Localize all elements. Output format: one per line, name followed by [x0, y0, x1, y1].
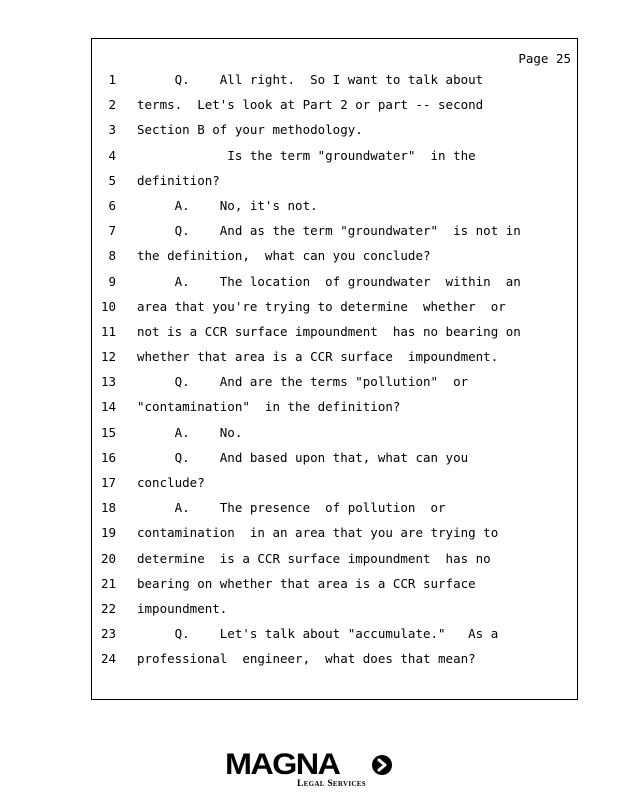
line-number: 9: [108, 273, 116, 289]
line-text: A. The presence of pollution or: [137, 500, 446, 516]
line-number: 10: [100, 298, 116, 314]
line-text: whether that area is a CCR surface impoundment.: [137, 349, 499, 365]
transcript-line: [92, 319, 577, 344]
line-text: Is the term "groundwater" in the: [137, 147, 476, 163]
line-text: not is a CCR surface impoundment has no bearing on: [137, 323, 521, 339]
magna-logo: [225, 748, 400, 794]
line-number: 21: [100, 575, 116, 591]
transcript-line: [92, 546, 577, 571]
line-text: Section B of your methodology.: [137, 122, 363, 138]
line-text: area that you're trying to determine whether or: [137, 298, 506, 314]
transcript-page: [91, 38, 578, 700]
line-text: bearing on whether that area is a CCR surface: [137, 575, 476, 591]
line-text: Q. Let's talk about "accumulate." As a: [137, 626, 499, 642]
line-text: Q. And as the term "groundwater" is not in: [137, 223, 521, 239]
page-number: Page 25: [518, 51, 571, 66]
line-number: 14: [100, 399, 116, 415]
transcript-line: [92, 596, 577, 621]
line-text: Q. And are the terms "pollution" or: [137, 374, 469, 390]
chevron-circle-icon: [371, 754, 393, 776]
line-text: professional engineer, what does that mean?: [137, 651, 476, 667]
line-text: Q. All right. So I want to talk about: [137, 72, 484, 87]
transcript-line: [92, 67, 577, 92]
line-number: 19: [100, 525, 116, 541]
transcript-line: [92, 92, 577, 117]
line-text: determine is a CCR surface impoundment has no: [137, 550, 491, 566]
transcript-line: [92, 344, 577, 369]
transcript-line: [92, 470, 577, 495]
transcript-line: [92, 646, 577, 671]
line-text: definition?: [137, 172, 220, 188]
line-number: 6: [108, 197, 116, 213]
transcript-line: [92, 571, 577, 596]
line-text: contamination in an area that you are trying to: [137, 525, 499, 541]
line-text: A. The location of groundwater within an: [137, 273, 521, 289]
line-number: 11: [100, 323, 116, 339]
transcript-line: [92, 168, 577, 193]
line-number: 24: [100, 651, 116, 667]
line-number: 5: [108, 172, 116, 188]
line-text: terms. Let's look at Part 2 or part -- second: [137, 97, 484, 113]
transcript-line: [92, 269, 577, 294]
line-number: 16: [100, 449, 116, 465]
line-text: A. No, it's not.: [137, 197, 318, 213]
transcript-line: [92, 445, 577, 470]
transcript-line: [92, 394, 577, 419]
line-number: 1: [108, 72, 116, 87]
line-text: Q. And based upon that, what can you: [137, 449, 469, 465]
transcript-line: [92, 243, 577, 268]
transcript-line: [92, 117, 577, 142]
transcript-line: [92, 621, 577, 646]
logo-subtitle: Legal Services: [297, 779, 366, 789]
line-number: 17: [100, 475, 116, 490]
line-number: 23: [100, 626, 116, 642]
line-text: "contamination" in the definition?: [137, 399, 401, 415]
line-number: 4: [108, 147, 116, 163]
transcript-line: [92, 218, 577, 243]
line-number: 22: [100, 600, 116, 616]
line-number: 7: [108, 223, 116, 239]
transcript-line: [92, 294, 577, 319]
line-text: A. No.: [137, 424, 243, 440]
line-number: 8: [108, 248, 116, 264]
line-text: impoundment.: [137, 600, 228, 616]
transcript-lines: [92, 67, 577, 672]
transcript-line: [92, 420, 577, 445]
line-number: 12: [100, 349, 116, 365]
transcript-line: [92, 369, 577, 394]
transcript-line: [92, 495, 577, 520]
line-number: 15: [100, 424, 116, 440]
transcript-line: [92, 193, 577, 218]
line-number: 18: [100, 500, 116, 516]
line-text: conclude?: [137, 475, 205, 490]
logo-wordmark: MAGNA: [225, 748, 340, 781]
transcript-line: [92, 143, 577, 168]
line-number: 2: [108, 97, 116, 113]
line-number: 20: [100, 550, 116, 566]
line-number: 3: [108, 122, 116, 138]
line-text: the definition, what can you conclude?: [137, 248, 431, 264]
transcript-line: [92, 520, 577, 545]
line-number: 13: [100, 374, 116, 390]
